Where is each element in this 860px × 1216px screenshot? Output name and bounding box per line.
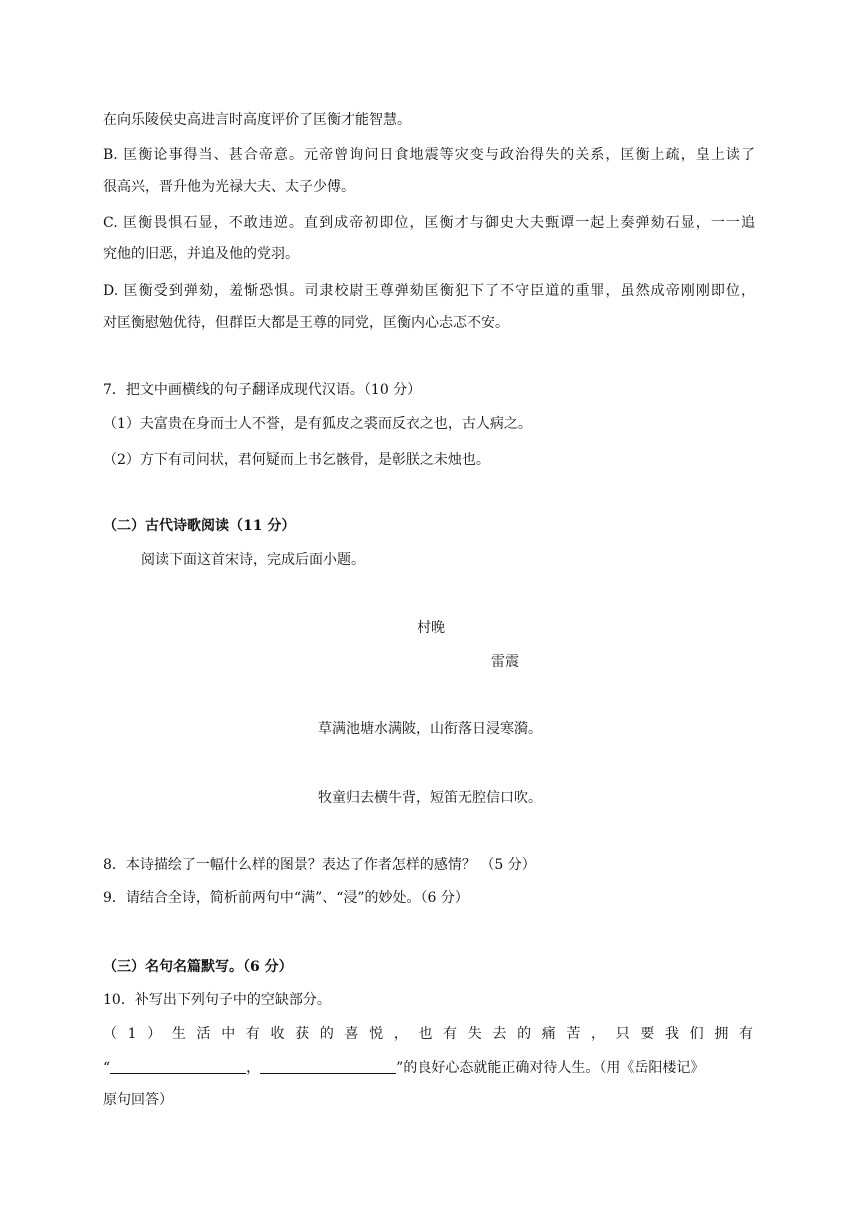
option-c-line2: 究他的旧恶，并追及他的党羽。 xyxy=(103,246,299,262)
question-7-prompt: 7．把文中画横线的句子翻译成现代汉语。（10 分） xyxy=(103,382,422,398)
section-2-heading: （二）古代诗歌阅读（11 分） xyxy=(103,518,296,534)
poem-line-1: 草满池塘水满陂，山衔落日浸寒漪。 xyxy=(318,721,542,737)
option-d-line2: 对匡衡慰勉优待，但群臣大都是王尊的同党，匡衡内心忐忑不安。 xyxy=(103,315,509,331)
blank-separator: ， xyxy=(246,1060,261,1076)
question-7-sentence-1: （1）夫富贵在身而士人不誉，是有狐皮之裘而反衣之也，古人病之。 xyxy=(103,416,532,432)
option-c-line1: C. 匡衡畏惧石显，不敢违逆。直到成帝初即位，匡衡才与御史大夫甄谭一起上奏弹劾石显，一一追 xyxy=(103,215,755,231)
option-a-tail: 在向乐陵侯史高进言时高度评价了匡衡才能智慧。 xyxy=(103,112,411,128)
open-quote: “ xyxy=(103,1060,111,1076)
question-8: 8．本诗描绘了一幅什么样的图景？表达了作者怎样的感情？ （5 分） xyxy=(103,857,536,873)
option-b-line2: 很高兴，晋升他为光禄大夫、太子少傅。 xyxy=(103,179,355,195)
question-10-1-line2 xyxy=(103,1058,704,1078)
question-10-1-line2-rest: ”的良好心态就能正确对待人生。（用《岳阳楼记》 xyxy=(396,1060,705,1076)
poem-title: 村晚 xyxy=(417,620,445,636)
question-9: 9．请结合全诗，简析前两句中“满”、“浸”的妙处。（6 分） xyxy=(103,890,469,906)
section-2-instruction: 阅读下面这首宋诗，完成后面小题。 xyxy=(141,552,365,568)
question-10-1-line3: 原句回答） xyxy=(103,1092,173,1108)
answer-blank-2[interactable] xyxy=(260,1059,396,1074)
question-7-sentence-2: （2）方下有司问状，君何疑而上书乞骸骨，是彰朕之未烛也。 xyxy=(103,452,490,468)
option-d-line1: D. 匡衡受到弹劾，羞惭恐惧。司隶校尉王尊弹劾匡衡犯下了不守臣道的重罪，虽然成帝刚刚即位， xyxy=(103,283,755,299)
answer-blank-1[interactable] xyxy=(110,1059,246,1074)
poem-author: 雷震 xyxy=(491,654,519,670)
section-3-heading: （三）名句名篇默写。（6 分） xyxy=(103,959,293,975)
poem-line-2: 牧童归去横牛背，短笛无腔信口吹。 xyxy=(318,790,542,806)
question-10: 10．补写出下列句子中的空缺部分。 xyxy=(103,992,331,1008)
option-b-line1: B. 匡衡论事得当、甚合帝意。元帝曾询问日食地震等灾变与政治得失的关系，匡衡上疏，皇上读了 xyxy=(103,147,755,163)
question-10-1-line1: （1）生活中有收获的喜悦，也有失去的痛苦，只要我们拥有 xyxy=(103,1026,755,1042)
